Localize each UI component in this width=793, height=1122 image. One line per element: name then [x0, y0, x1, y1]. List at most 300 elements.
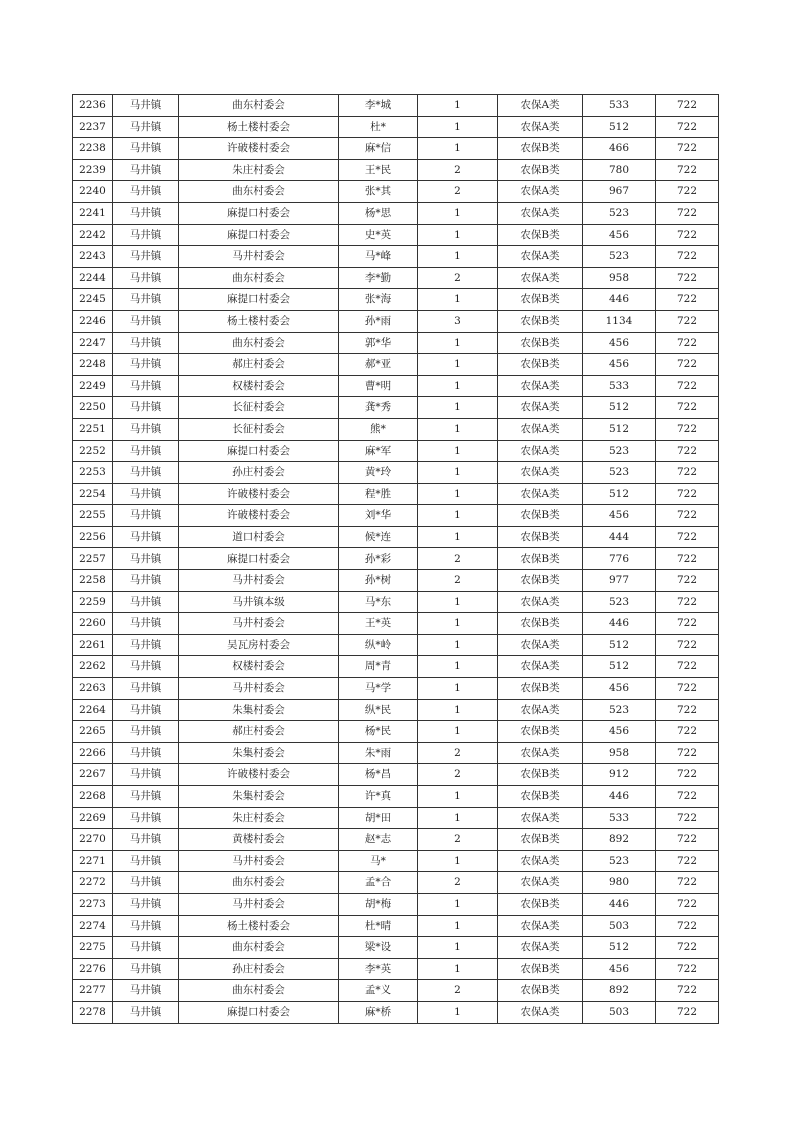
table-body [73, 95, 719, 1024]
standard-cell: 722 [656, 570, 719, 592]
village-cell: 朱集村委会 [179, 786, 339, 808]
town-cell: 马井镇 [113, 418, 179, 440]
name-cell: 曹*明 [339, 375, 418, 397]
standard-cell: 722 [656, 116, 719, 138]
village-cell: 曲东村委会 [179, 980, 339, 1002]
town-cell: 马井镇 [113, 526, 179, 548]
village-cell: 曲东村委会 [179, 95, 339, 117]
town-cell: 马井镇 [113, 397, 179, 419]
amount-cell: 533 [583, 807, 656, 829]
town-cell: 马井镇 [113, 138, 179, 160]
amount-cell: 444 [583, 526, 656, 548]
household-size-cell: 1 [418, 591, 498, 613]
standard-cell: 722 [656, 418, 719, 440]
category-cell: 农保A类 [498, 267, 583, 289]
standard-cell: 722 [656, 937, 719, 959]
amount-cell: 456 [583, 721, 656, 743]
table-row [73, 332, 719, 354]
standard-cell: 722 [656, 915, 719, 937]
table-row [73, 699, 719, 721]
household-size-cell: 1 [418, 634, 498, 656]
table-row [73, 95, 719, 117]
row-number-cell: 2236 [73, 95, 113, 117]
village-cell: 郝庄村委会 [179, 354, 339, 376]
town-cell: 马井镇 [113, 462, 179, 484]
row-number-cell: 2251 [73, 418, 113, 440]
amount-cell: 456 [583, 958, 656, 980]
town-cell: 马井镇 [113, 915, 179, 937]
name-cell: 程*胜 [339, 483, 418, 505]
table-row [73, 159, 719, 181]
row-number-cell: 2253 [73, 462, 113, 484]
row-number-cell: 2270 [73, 829, 113, 851]
row-number-cell: 2243 [73, 246, 113, 268]
amount-cell: 977 [583, 570, 656, 592]
household-size-cell: 2 [418, 764, 498, 786]
row-number-cell: 2267 [73, 764, 113, 786]
household-size-cell: 1 [418, 354, 498, 376]
row-number-cell: 2256 [73, 526, 113, 548]
village-cell: 郝庄村委会 [179, 721, 339, 743]
standard-cell: 722 [656, 850, 719, 872]
name-cell: 王*民 [339, 159, 418, 181]
row-number-cell: 2239 [73, 159, 113, 181]
table-row [73, 116, 719, 138]
household-size-cell: 1 [418, 246, 498, 268]
village-cell: 许破楼村委会 [179, 138, 339, 160]
amount-cell: 523 [583, 440, 656, 462]
town-cell: 马井镇 [113, 829, 179, 851]
category-cell: 农保B类 [498, 310, 583, 332]
village-cell: 孙庄村委会 [179, 462, 339, 484]
village-cell: 长征村委会 [179, 418, 339, 440]
name-cell: 杜* [339, 116, 418, 138]
amount-cell: 446 [583, 893, 656, 915]
table-row [73, 202, 719, 224]
row-number-cell: 2244 [73, 267, 113, 289]
village-cell: 马井村委会 [179, 246, 339, 268]
category-cell: 农保B类 [498, 159, 583, 181]
town-cell: 马井镇 [113, 980, 179, 1002]
village-cell: 朱庄村委会 [179, 159, 339, 181]
category-cell: 农保A类 [498, 440, 583, 462]
table-row [73, 980, 719, 1002]
category-cell: 农保A类 [498, 116, 583, 138]
row-number-cell: 2272 [73, 872, 113, 894]
household-size-cell: 2 [418, 267, 498, 289]
table-row [73, 375, 719, 397]
category-cell: 农保B类 [498, 548, 583, 570]
row-number-cell: 2238 [73, 138, 113, 160]
category-cell: 农保B类 [498, 224, 583, 246]
category-cell: 农保A类 [498, 699, 583, 721]
name-cell: 马*学 [339, 678, 418, 700]
village-cell: 麻提口村委会 [179, 1001, 339, 1023]
category-cell: 农保A类 [498, 850, 583, 872]
standard-cell: 722 [656, 526, 719, 548]
standard-cell: 722 [656, 289, 719, 311]
table-row [73, 440, 719, 462]
name-cell: 孟*义 [339, 980, 418, 1002]
amount-cell: 446 [583, 786, 656, 808]
amount-cell: 512 [583, 397, 656, 419]
name-cell: 周*青 [339, 656, 418, 678]
village-cell: 马井镇本级 [179, 591, 339, 613]
town-cell: 马井镇 [113, 332, 179, 354]
row-number-cell: 2249 [73, 375, 113, 397]
table-row [73, 138, 719, 160]
amount-cell: 523 [583, 246, 656, 268]
category-cell: 农保B类 [498, 570, 583, 592]
amount-cell: 456 [583, 332, 656, 354]
name-cell: 张*海 [339, 289, 418, 311]
row-number-cell: 2277 [73, 980, 113, 1002]
name-cell: 龚*秀 [339, 397, 418, 419]
amount-cell: 503 [583, 915, 656, 937]
table-row [73, 915, 719, 937]
town-cell: 马井镇 [113, 289, 179, 311]
category-cell: 农保B类 [498, 289, 583, 311]
standard-cell: 722 [656, 786, 719, 808]
category-cell: 农保A类 [498, 418, 583, 440]
table-row [73, 310, 719, 332]
amount-cell: 446 [583, 289, 656, 311]
town-cell: 马井镇 [113, 699, 179, 721]
village-cell: 杨土楼村委会 [179, 310, 339, 332]
standard-cell: 722 [656, 742, 719, 764]
standard-cell: 722 [656, 829, 719, 851]
household-size-cell: 1 [418, 289, 498, 311]
amount-cell: 912 [583, 764, 656, 786]
category-cell: 农保A类 [498, 375, 583, 397]
name-cell: 王*英 [339, 613, 418, 635]
standard-cell: 722 [656, 656, 719, 678]
amount-cell: 980 [583, 872, 656, 894]
name-cell: 史*英 [339, 224, 418, 246]
row-number-cell: 2278 [73, 1001, 113, 1023]
town-cell: 马井镇 [113, 310, 179, 332]
table-row [73, 418, 719, 440]
name-cell: 李*勤 [339, 267, 418, 289]
amount-cell: 776 [583, 548, 656, 570]
name-cell: 杨*思 [339, 202, 418, 224]
amount-cell: 512 [583, 483, 656, 505]
town-cell: 马井镇 [113, 764, 179, 786]
amount-cell: 456 [583, 224, 656, 246]
village-cell: 马井村委会 [179, 850, 339, 872]
town-cell: 马井镇 [113, 1001, 179, 1023]
name-cell: 李*英 [339, 958, 418, 980]
town-cell: 马井镇 [113, 181, 179, 203]
standard-cell: 722 [656, 893, 719, 915]
table-row [73, 721, 719, 743]
name-cell: 郝*亚 [339, 354, 418, 376]
town-cell: 马井镇 [113, 570, 179, 592]
amount-cell: 958 [583, 742, 656, 764]
table-row [73, 764, 719, 786]
village-cell: 朱庄村委会 [179, 807, 339, 829]
village-cell: 杨土楼村委会 [179, 915, 339, 937]
name-cell: 许*真 [339, 786, 418, 808]
amount-cell: 512 [583, 116, 656, 138]
household-size-cell: 1 [418, 138, 498, 160]
household-size-cell: 1 [418, 116, 498, 138]
town-cell: 马井镇 [113, 202, 179, 224]
table-row [73, 1001, 719, 1023]
standard-cell: 722 [656, 310, 719, 332]
town-cell: 马井镇 [113, 159, 179, 181]
household-size-cell: 2 [418, 872, 498, 894]
row-number-cell: 2240 [73, 181, 113, 203]
category-cell: 农保A类 [498, 872, 583, 894]
category-cell: 农保A类 [498, 202, 583, 224]
row-number-cell: 2254 [73, 483, 113, 505]
category-cell: 农保B类 [498, 678, 583, 700]
household-size-cell: 1 [418, 505, 498, 527]
category-cell: 农保B类 [498, 893, 583, 915]
standard-cell: 722 [656, 872, 719, 894]
household-size-cell: 1 [418, 440, 498, 462]
category-cell: 农保A类 [498, 1001, 583, 1023]
amount-cell: 466 [583, 138, 656, 160]
category-cell: 农保B类 [498, 332, 583, 354]
standard-cell: 722 [656, 591, 719, 613]
town-cell: 马井镇 [113, 872, 179, 894]
household-size-cell: 2 [418, 980, 498, 1002]
amount-cell: 512 [583, 634, 656, 656]
amount-cell: 958 [583, 267, 656, 289]
standard-cell: 722 [656, 505, 719, 527]
household-size-cell: 1 [418, 850, 498, 872]
name-cell: 朱*雨 [339, 742, 418, 764]
category-cell: 农保A类 [498, 246, 583, 268]
amount-cell: 523 [583, 202, 656, 224]
household-size-cell: 2 [418, 742, 498, 764]
category-cell: 农保B类 [498, 764, 583, 786]
row-number-cell: 2264 [73, 699, 113, 721]
town-cell: 马井镇 [113, 95, 179, 117]
town-cell: 马井镇 [113, 116, 179, 138]
village-cell: 许破楼村委会 [179, 505, 339, 527]
category-cell: 农保B类 [498, 980, 583, 1002]
town-cell: 马井镇 [113, 937, 179, 959]
household-size-cell: 1 [418, 807, 498, 829]
category-cell: 农保A类 [498, 591, 583, 613]
table-row [73, 224, 719, 246]
standard-cell: 722 [656, 246, 719, 268]
table-row [73, 181, 719, 203]
amount-cell: 523 [583, 591, 656, 613]
row-number-cell: 2258 [73, 570, 113, 592]
household-size-cell: 1 [418, 397, 498, 419]
row-number-cell: 2259 [73, 591, 113, 613]
village-cell: 朱集村委会 [179, 742, 339, 764]
household-size-cell: 2 [418, 570, 498, 592]
household-size-cell: 1 [418, 224, 498, 246]
amount-cell: 456 [583, 505, 656, 527]
village-cell: 权楼村委会 [179, 656, 339, 678]
village-cell: 马井村委会 [179, 893, 339, 915]
amount-cell: 1134 [583, 310, 656, 332]
town-cell: 马井镇 [113, 893, 179, 915]
village-cell: 马井村委会 [179, 613, 339, 635]
row-number-cell: 2271 [73, 850, 113, 872]
name-cell: 候*连 [339, 526, 418, 548]
name-cell: 张*其 [339, 181, 418, 203]
household-size-cell: 2 [418, 181, 498, 203]
name-cell: 胡*田 [339, 807, 418, 829]
name-cell: 麻*军 [339, 440, 418, 462]
standard-cell: 722 [656, 764, 719, 786]
town-cell: 马井镇 [113, 224, 179, 246]
standard-cell: 722 [656, 375, 719, 397]
standard-cell: 722 [656, 483, 719, 505]
row-number-cell: 2269 [73, 807, 113, 829]
standard-cell: 722 [656, 1001, 719, 1023]
row-number-cell: 2247 [73, 332, 113, 354]
table-row [73, 354, 719, 376]
name-cell: 孙*雨 [339, 310, 418, 332]
amount-cell: 456 [583, 354, 656, 376]
name-cell: 刘*华 [339, 505, 418, 527]
standard-cell: 722 [656, 721, 719, 743]
table-row [73, 613, 719, 635]
category-cell: 农保A类 [498, 181, 583, 203]
standard-cell: 722 [656, 181, 719, 203]
household-size-cell: 1 [418, 937, 498, 959]
village-cell: 孙庄村委会 [179, 958, 339, 980]
amount-cell: 503 [583, 1001, 656, 1023]
table-row [73, 267, 719, 289]
category-cell: 农保A类 [498, 462, 583, 484]
household-size-cell: 1 [418, 483, 498, 505]
town-cell: 马井镇 [113, 505, 179, 527]
village-cell: 许破楼村委会 [179, 764, 339, 786]
name-cell: 纵*岭 [339, 634, 418, 656]
standard-cell: 722 [656, 267, 719, 289]
amount-cell: 533 [583, 95, 656, 117]
town-cell: 马井镇 [113, 807, 179, 829]
category-cell: 农保A类 [498, 634, 583, 656]
amount-cell: 523 [583, 462, 656, 484]
table-row [73, 548, 719, 570]
table-row [73, 807, 719, 829]
standard-cell: 722 [656, 224, 719, 246]
row-number-cell: 2255 [73, 505, 113, 527]
row-number-cell: 2250 [73, 397, 113, 419]
table-row [73, 246, 719, 268]
row-number-cell: 2263 [73, 678, 113, 700]
row-number-cell: 2261 [73, 634, 113, 656]
name-cell: 郭*华 [339, 332, 418, 354]
table-row [73, 656, 719, 678]
table-row [73, 742, 719, 764]
village-cell: 麻提口村委会 [179, 289, 339, 311]
row-number-cell: 2242 [73, 224, 113, 246]
row-number-cell: 2266 [73, 742, 113, 764]
category-cell: 农保B类 [498, 721, 583, 743]
row-number-cell: 2246 [73, 310, 113, 332]
category-cell: 农保B类 [498, 829, 583, 851]
table-row [73, 678, 719, 700]
town-cell: 马井镇 [113, 613, 179, 635]
name-cell: 马*东 [339, 591, 418, 613]
town-cell: 马井镇 [113, 483, 179, 505]
name-cell: 孙*彩 [339, 548, 418, 570]
category-cell: 农保A类 [498, 483, 583, 505]
town-cell: 马井镇 [113, 656, 179, 678]
standard-cell: 722 [656, 807, 719, 829]
name-cell: 麻*桥 [339, 1001, 418, 1023]
table-row [73, 958, 719, 980]
amount-cell: 456 [583, 678, 656, 700]
category-cell: 农保A类 [498, 915, 583, 937]
row-number-cell: 2273 [73, 893, 113, 915]
category-cell: 农保B类 [498, 138, 583, 160]
standard-cell: 722 [656, 440, 719, 462]
row-number-cell: 2265 [73, 721, 113, 743]
table-row [73, 526, 719, 548]
table-row [73, 829, 719, 851]
amount-cell: 512 [583, 656, 656, 678]
town-cell: 马井镇 [113, 548, 179, 570]
standard-cell: 722 [656, 332, 719, 354]
village-cell: 黄楼村委会 [179, 829, 339, 851]
standard-cell: 722 [656, 202, 719, 224]
standard-cell: 722 [656, 159, 719, 181]
table-row [73, 786, 719, 808]
table-row [73, 505, 719, 527]
amount-cell: 512 [583, 418, 656, 440]
category-cell: 农保A类 [498, 397, 583, 419]
table-row [73, 483, 719, 505]
household-size-cell: 1 [418, 526, 498, 548]
subsidy-table [72, 94, 719, 1024]
standard-cell: 722 [656, 980, 719, 1002]
name-cell: 胡*梅 [339, 893, 418, 915]
household-size-cell: 1 [418, 915, 498, 937]
row-number-cell: 2237 [73, 116, 113, 138]
standard-cell: 722 [656, 95, 719, 117]
village-cell: 许破楼村委会 [179, 483, 339, 505]
household-size-cell: 2 [418, 829, 498, 851]
town-cell: 马井镇 [113, 440, 179, 462]
standard-cell: 722 [656, 678, 719, 700]
village-cell: 麻提口村委会 [179, 224, 339, 246]
village-cell: 麻提口村委会 [179, 440, 339, 462]
town-cell: 马井镇 [113, 246, 179, 268]
amount-cell: 512 [583, 937, 656, 959]
village-cell: 麻提口村委会 [179, 202, 339, 224]
name-cell: 纵*民 [339, 699, 418, 721]
row-number-cell: 2245 [73, 289, 113, 311]
row-number-cell: 2268 [73, 786, 113, 808]
amount-cell: 967 [583, 181, 656, 203]
table-row [73, 872, 719, 894]
category-cell: 农保A类 [498, 807, 583, 829]
village-cell: 曲东村委会 [179, 872, 339, 894]
name-cell: 李*城 [339, 95, 418, 117]
name-cell: 黄*玲 [339, 462, 418, 484]
standard-cell: 722 [656, 354, 719, 376]
town-cell: 马井镇 [113, 267, 179, 289]
name-cell: 杨*民 [339, 721, 418, 743]
row-number-cell: 2274 [73, 915, 113, 937]
standard-cell: 722 [656, 548, 719, 570]
category-cell: 农保B类 [498, 526, 583, 548]
row-number-cell: 2276 [73, 958, 113, 980]
household-size-cell: 1 [418, 375, 498, 397]
